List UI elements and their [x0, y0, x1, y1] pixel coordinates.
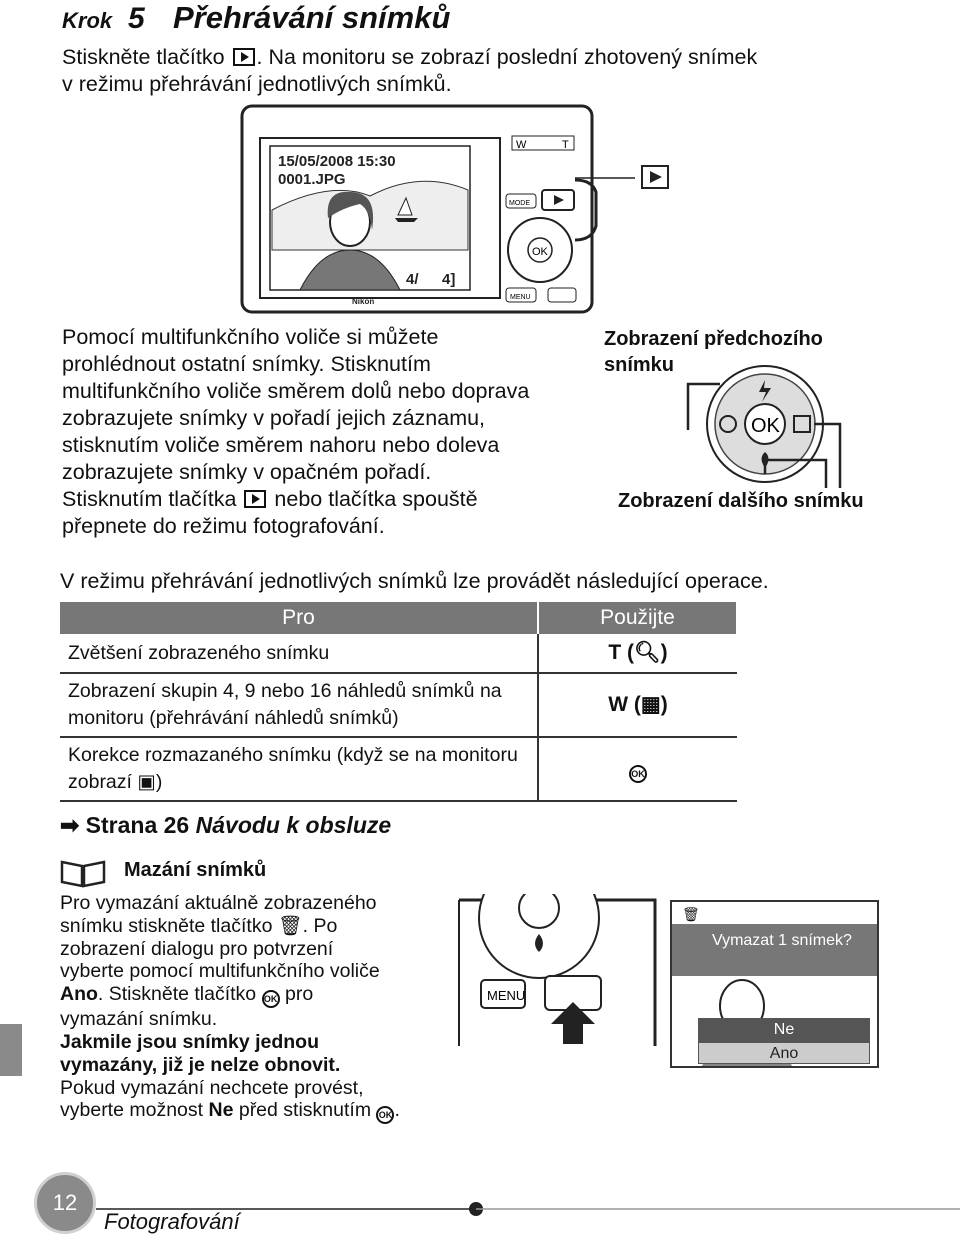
- thumbnail-icon: ▦: [640, 693, 661, 716]
- vr-icon: ▣: [137, 771, 156, 793]
- menu-button-label: MENU: [510, 294, 531, 301]
- delete-button-illustration: [455, 894, 665, 1054]
- delete-dialog-screen: [670, 900, 879, 1068]
- trash-icon: 🗑︎: [682, 906, 700, 922]
- lcd-filename: 0001.JPG: [278, 171, 346, 188]
- multiselector-paragraph: Pomocí multifunkčního voliče si můžete prohlédnout ostatní snímky. Stisknutím multifunkčního voliče směrem dolů nebo doprava zobrazujete snímky v pořadí jejich záznamu, stisknutím voliče směrem nahoru nebo doleva zobrazujete snímky v opačném pořadí. Stisknutím tlačítka nebo tlačítka spouště přepnete do režimu fotografování.: [62, 325, 530, 538]
- table-row: Zobrazení skupin 4, 9 nebo 16 náhledů snímků na monitoru (přehrávání náhledů snímků) W (▦): [60, 673, 737, 737]
- next-image-label: Zobrazení dalšího snímku: [618, 490, 864, 512]
- nikon-logo: Nikon: [352, 297, 375, 306]
- operations-table: [60, 602, 738, 802]
- delete-confirm-title: Vymazat 1 snímek?: [712, 932, 852, 949]
- delete-instructions: Pro vymazání aktuálně zobrazeného snímku stiskněte tlačítko 🗑︎. Po zobrazení dialogu pro potvrzení vyberte pomocí multifunkčního voliče Ano. Stiskněte tlačítko OK pro vymazání snímku. Jakmile jsou snímky jednou vymazány, již je nelze obnovit. Pokud vymazání nechcete provést, vyberte možnost Ne před stisknutím OK .: [60, 892, 400, 1124]
- ok-icon: OK: [376, 1106, 394, 1124]
- mode-button-label: MODE: [509, 200, 530, 207]
- footer-section: Fotografování: [104, 1209, 240, 1234]
- page-reference: ➡ Strana 26 Návodu k obsluze: [60, 812, 392, 838]
- camera-back-illustration: [230, 100, 680, 320]
- operations-intro: V režimu přehrávání jednotlivých snímků lze provádět následující operace.: [60, 569, 769, 593]
- arrow-icon: ➡: [60, 812, 80, 838]
- book-icon: [60, 858, 106, 888]
- dial-ok-label: OK: [532, 246, 548, 258]
- chapter-tab: [0, 1024, 22, 1076]
- zoom-t-label: T: [562, 139, 569, 151]
- play-button-icon: [244, 490, 266, 508]
- lcd-counter: 4/: [406, 271, 419, 288]
- menu-button-label: MENU: [487, 988, 526, 1003]
- page-number: 12: [34, 1172, 96, 1234]
- step-number: 5: [128, 2, 145, 35]
- intro-text: Stiskněte tlačítko . Na monitoru se zobrazí poslední zhotovený snímek v režimu přehrávání jednotlivých snímků.: [62, 45, 758, 96]
- ok-icon: OK: [629, 765, 647, 783]
- trash-icon: 🗑︎: [277, 914, 303, 937]
- table-row: Korekce rozmazaného snímku (když se na monitoru zobrazí ▣) OK: [60, 737, 737, 801]
- ok-icon: OK: [262, 990, 280, 1008]
- option-yes[interactable]: Ano: [698, 1042, 870, 1064]
- table-header-use: Použijte: [538, 602, 737, 634]
- option-no[interactable]: Ne: [698, 1018, 870, 1042]
- zoom-in-icon: 🔍︎: [633, 641, 661, 664]
- lcd-date: 15/05/2008 15:30: [278, 153, 396, 170]
- lcd-total: 4]: [442, 271, 456, 288]
- delete-section-title: Mazání snímků: [124, 859, 267, 881]
- page-title: Přehrávání snímků: [173, 0, 451, 35]
- multiselector-diagram: [680, 360, 860, 490]
- table-header-pro: Pro: [60, 602, 538, 634]
- step-label: Krok: [62, 8, 113, 33]
- previous-image-label: Zobrazení předchozího snímku: [604, 328, 823, 376]
- table-row: Zvětšení zobrazeného snímku T (🔍︎): [60, 634, 737, 673]
- play-button-icon: [233, 48, 255, 66]
- zoom-w-label: W: [516, 139, 527, 151]
- ok-button-label: OK: [751, 415, 780, 437]
